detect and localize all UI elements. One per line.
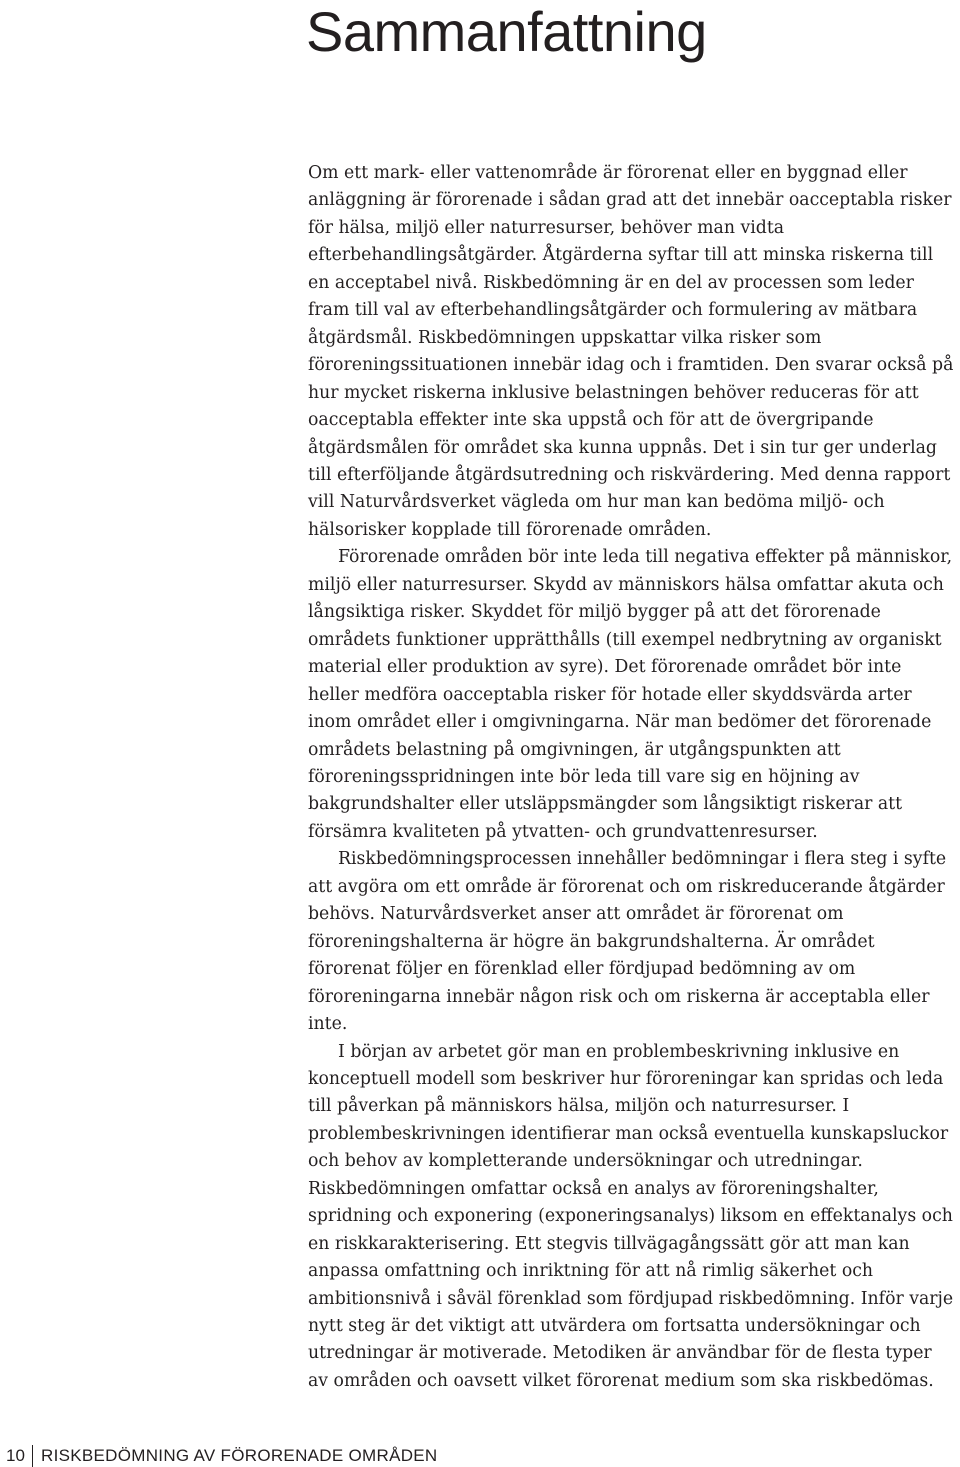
footer-divider: [32, 1445, 33, 1467]
body-text: [308, 160, 956, 1395]
paragraph-1: Om ett mark- eller vattenområde är förorenat eller en byggnad eller anläggning är förorenade i sådan grad att det innebär oacceptabla risker för hälsa, miljö eller naturresurser, behöver man vidta efterbehandlingsåtgärder. Åtgärderna syftar till att minska riskerna till en acceptabel nivå. Riskbedömning är en del av processen som leder fram till val av efterbehandlingsåtgärder och formulering av mätbara åtgärdsmål. Riskbedömningen uppskattar vilka risker som föroreningssituationen innebär idag och i framtiden. Den svarar också på hur mycket riskerna inklusive belastningen behöver reduceras för att oacceptabla effekter inte ska uppstå och för att de övergripande åtgärdsmålen för området ska kunna uppnås. Det i sin tur ger underlag till efterföljande åtgärdsutredning och riskvärdering. Med denna rapport vill Naturvårdsverket vägleda om hur man kan bedöma miljö- och hälsorisker kopplade till förorenade områden.: [308, 163, 954, 540]
paragraph-3: Riskbedömningsprocessen innehåller bedömningar i flera steg i syfte att avgöra om ett område är förorenat och om riskreducerande åtgärder behövs. Naturvårdsverket anser att området är förorenat om föroreningshalterna är högre än bakgrundshalterna. Är området förorenat följer en förenklad eller fördjupad bedömning av om föroreningarna innebär någon risk och om riskerna är acceptabla eller inte.: [308, 849, 947, 1035]
running-head: RISKBEDÖMNING AV FÖRORENADE OMRÅDEN: [41, 1446, 438, 1465]
page-footer: [0, 1445, 438, 1467]
paragraph-2: Förorenade områden bör inte leda till negativa effekter på människor, miljö eller naturresurser. Skydd av människors hälsa omfattar akuta och långsiktiga risker. Skyddet för miljö bygger på att det förorenade områdets funktioner upprätthålls (till exempel nedbrytning av organiskt material eller produktion av syre). Det förorenade området bör inte heller medföra oacceptabla risker för hotade eller skyddsvärda arter inom området eller i omgivningarna. När man bedömer det förorenade områdets belastning på omgivningen, är utgångspunkten att föroreningsspridningen inte bör leda till vare sig en höjning av bakgrundshalter eller utsläppsmängder som långsiktigt riskerar att försämra kvaliteten på ytvatten- och grundvattenresurser.: [308, 547, 953, 842]
page-title: Sammanfattning: [306, 0, 707, 63]
paragraph-4: I början av arbetet gör man en problembeskrivning inklusive en konceptuell modell som beskriver hur föroreningar kan spridas och leda till påverkan på människors hälsa, miljön och naturresurser. I problembeskrivningen identifierar man också eventuella kunskapsluckor och behov av kompletterande undersökningar och utredningar. Riskbedömningen omfattar också en analys av föroreningshalter, spridning och exponering (exponeringsanalys) liksom en effektanalys och en riskkarakterisering. Ett stegvis tillvägagångssätt gör att man kan anpassa omfattning och inriktning för att nå rimlig säkerhet och ambitionsnivå i såväl förenklad som fördjupad riskbedömning. Inför varje nytt steg är det viktigt att utvärdera om fortsatta undersökningar och utredningar är motiverade. Metodiken är användbar för de flesta typer av områden och oavsett vilket förorenat medium som ska riskbedömas.: [308, 1041, 954, 1391]
page-number: 10: [6, 1446, 25, 1465]
